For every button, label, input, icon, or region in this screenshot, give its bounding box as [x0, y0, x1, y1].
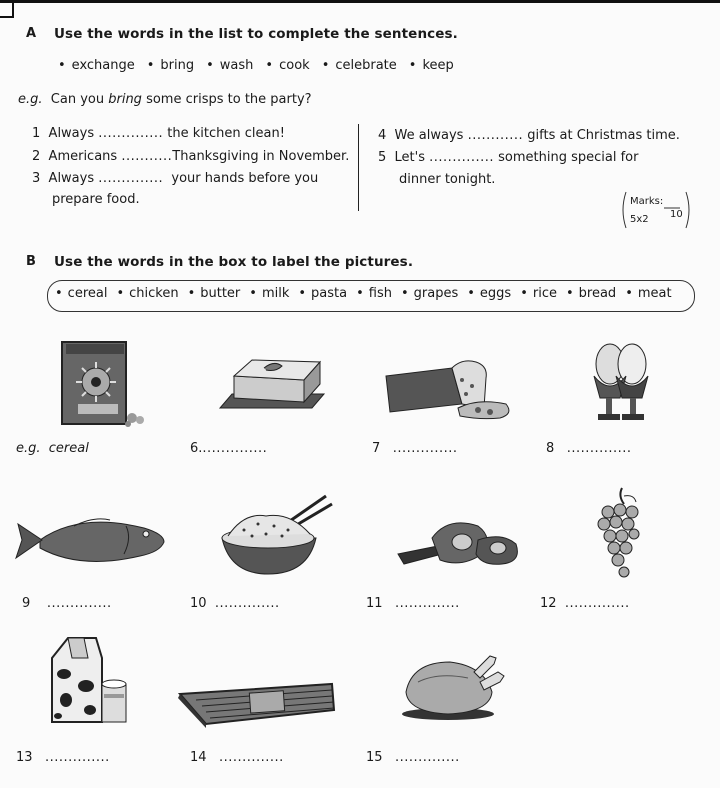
answer-blank[interactable]: .............. [98, 171, 164, 186]
sentence-number: 2 [32, 149, 41, 164]
sentence-text: Let's [394, 150, 426, 165]
sentence-text: Always [48, 126, 95, 141]
label-number: 13 [16, 750, 33, 765]
box-word: • chicken [116, 286, 178, 301]
label-15 [366, 750, 460, 765]
label-number: 12 [540, 596, 557, 611]
box-word: • grapes [401, 286, 458, 301]
column-divider [358, 124, 359, 211]
word-item: • keep [409, 58, 454, 73]
chicken-picture [398, 652, 508, 722]
pasta-picture [176, 680, 338, 728]
sentence-number: 1 [32, 126, 41, 141]
label-10 [190, 596, 280, 611]
sentence-text: Thanksgiving in November. [172, 149, 350, 164]
word-item: • bring [147, 58, 194, 73]
answer-blank[interactable]: .............. [98, 126, 164, 141]
label-answer: cereal [48, 441, 89, 456]
sentence-1 [32, 126, 285, 141]
corner-mark [0, 0, 14, 18]
answer-blank[interactable]: .............. [566, 441, 632, 456]
sentence-text: We always [394, 128, 464, 143]
sentence-text: your hands before you [171, 171, 319, 186]
box-word: • cereal [55, 286, 107, 301]
sentence-5-continued: dinner tonight. [399, 172, 496, 187]
answer-blank[interactable]: .............. [44, 750, 110, 765]
sentence-4 [378, 128, 680, 143]
answer-blank[interactable]: .............. [394, 596, 460, 611]
word-box-list [55, 286, 672, 301]
marks-multiplier: 5x2 [630, 214, 649, 225]
section-a-word-list [58, 58, 454, 73]
marks-box [620, 190, 692, 230]
marks-label: Marks: [630, 196, 664, 207]
bread-picture [382, 356, 522, 426]
word-item: • celebrate [322, 58, 397, 73]
label-number: 15 [366, 750, 383, 765]
example-sentence [18, 92, 312, 107]
fish-picture [14, 510, 166, 570]
example-prefix: e.g. [18, 92, 43, 107]
grapes-picture [594, 486, 644, 580]
label-example [16, 441, 89, 456]
example-after: some crisps to the party? [146, 92, 312, 107]
label-number: 14 [190, 750, 207, 765]
box-word: • eggs [467, 286, 511, 301]
answer-blank[interactable]: .............. [392, 441, 458, 456]
label-11 [366, 596, 460, 611]
word-item: • exchange [58, 58, 135, 73]
label-6 [190, 441, 267, 456]
section-b-instruction: Use the words in the box to label the pictures. [54, 254, 414, 270]
sentence-number: 3 [32, 171, 41, 186]
box-word: • meat [625, 286, 671, 301]
word-item: • wash [206, 58, 253, 73]
label-9 [22, 596, 112, 611]
answer-blank[interactable]: ............ [467, 128, 524, 143]
label-8 [546, 441, 632, 456]
eggs-picture [588, 340, 658, 424]
sentence-3-continued: prepare food. [52, 192, 140, 207]
rice-picture [214, 494, 334, 578]
sentence-text: the kitchen clean! [167, 126, 285, 141]
box-word: • rice [520, 286, 557, 301]
box-word: • pasta [298, 286, 347, 301]
label-number: 6. [190, 441, 203, 456]
sentence-text: Always [48, 171, 95, 186]
box-word: • milk [249, 286, 289, 301]
answer-blank[interactable]: .............. [214, 596, 280, 611]
sentence-5 [378, 150, 638, 165]
sentence-text: Americans [48, 149, 118, 164]
answer-blank[interactable]: .............. [202, 441, 268, 456]
box-word: • bread [566, 286, 616, 301]
top-border [0, 0, 720, 3]
example-word: bring [108, 92, 142, 107]
label-number: 8 [546, 441, 555, 456]
label-number: e.g. [16, 441, 41, 456]
sentence-number: 5 [378, 150, 387, 165]
section-a-letter: A [26, 26, 37, 41]
sentence-number: 4 [378, 128, 387, 143]
sentence-text: gifts at Christmas time. [527, 128, 680, 143]
milk-picture [46, 634, 136, 726]
box-word: • butter [188, 286, 241, 301]
answer-blank[interactable]: .............. [394, 750, 460, 765]
meat-picture [392, 516, 522, 570]
cereal-box-picture [56, 340, 156, 430]
label-number: 11 [366, 596, 383, 611]
label-7 [372, 441, 458, 456]
answer-blank[interactable]: .............. [564, 596, 630, 611]
answer-blank[interactable]: .............. [218, 750, 284, 765]
label-13 [16, 750, 110, 765]
answer-blank[interactable]: .............. [46, 596, 112, 611]
section-b-letter: B [26, 254, 36, 269]
label-12 [540, 596, 630, 611]
label-14 [190, 750, 284, 765]
butter-picture [212, 350, 332, 430]
sentence-text: something special for [498, 150, 639, 165]
box-word: • fish [356, 286, 392, 301]
label-number: 9 [22, 596, 31, 611]
word-item: • cook [265, 58, 309, 73]
label-number: 10 [190, 596, 207, 611]
sentence-3 [32, 171, 318, 186]
example-before: Can you [50, 92, 105, 107]
answer-blank[interactable]: .............. [429, 150, 495, 165]
sentence-2 [32, 149, 349, 164]
section-a-instruction: Use the words in the list to complete the sentences. [54, 26, 458, 42]
marks-total: 10 [670, 209, 683, 220]
answer-blank[interactable]: ........... [121, 149, 173, 164]
label-number: 7 [372, 441, 381, 456]
